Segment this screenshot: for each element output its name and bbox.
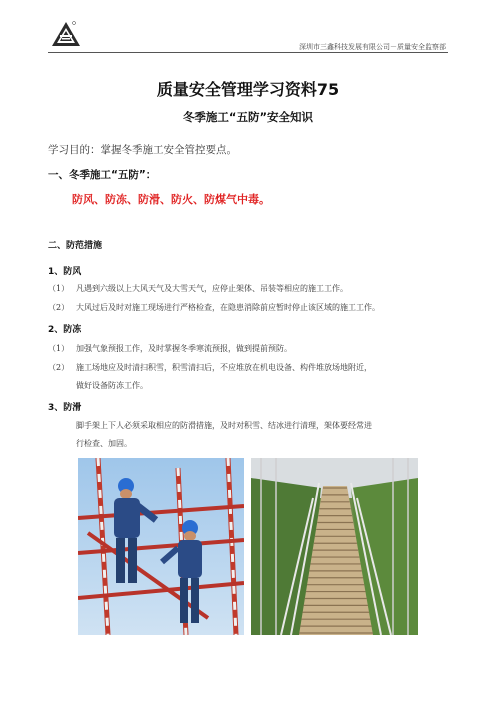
page-subtitle: 冬季施工“五防”安全知识 <box>182 110 314 124</box>
wind-item-2-text: 大风过后及时对施工现场进行严格检查，在隐患消除前应暂时停止该区域的施工工作。 <box>76 303 380 312</box>
page-title: 质量安全管理学习资料75 <box>156 80 340 99</box>
freeze-item-2-text: 施工场地应及时清扫积雪，积雪清扫后，不应堆放在机电设备、构件堆放场地附近， <box>76 363 372 372</box>
learning-purpose: 学习目的：掌握冬季施工安全管控要点。 <box>48 144 237 156</box>
wind-item-1-text: 凡遇到六级以上大风天气及大雪天气，应停止架体、吊装等相应的施工工作。 <box>76 284 348 293</box>
slip-text-line2: 行检查、加固。 <box>76 439 132 448</box>
scaffold-stairway-photo <box>251 458 418 635</box>
freeze-heading: 2、防冻 <box>48 325 82 335</box>
section1-heading: 一、冬季施工“五防”： <box>48 169 157 181</box>
freeze-item-1-text: 加强气象预报工作，及时掌握冬季寒流预报，做到提前预防。 <box>76 344 292 353</box>
workers-on-scaffold-photo <box>78 458 244 635</box>
slip-text-line1: 脚手架上下人必须采取相应的防滑措施，及时对积雪、结冰进行清理，架体要经常进 <box>76 421 372 430</box>
company-logo <box>50 18 82 50</box>
slip-heading: 3、防滑 <box>48 403 82 413</box>
header-divider <box>48 52 448 53</box>
header-company-name: 深圳市三鑫科技发展有限公司－质量安全监察部 <box>299 43 446 51</box>
wind-item-2-num: （2） <box>48 303 70 312</box>
freeze-item-2-num: （2） <box>48 363 70 372</box>
section2-heading: 二、防范措施 <box>48 241 103 251</box>
wind-item-1-num: （1） <box>48 284 70 293</box>
five-preventions: 防风、防冻、防滑、防火、防煤气中毒。 <box>72 193 270 206</box>
freeze-item-1-num: （1） <box>48 344 70 353</box>
wind-heading: 1、防风 <box>48 267 82 277</box>
freeze-item-2-cont: 做好设备防冻工作。 <box>76 381 148 390</box>
